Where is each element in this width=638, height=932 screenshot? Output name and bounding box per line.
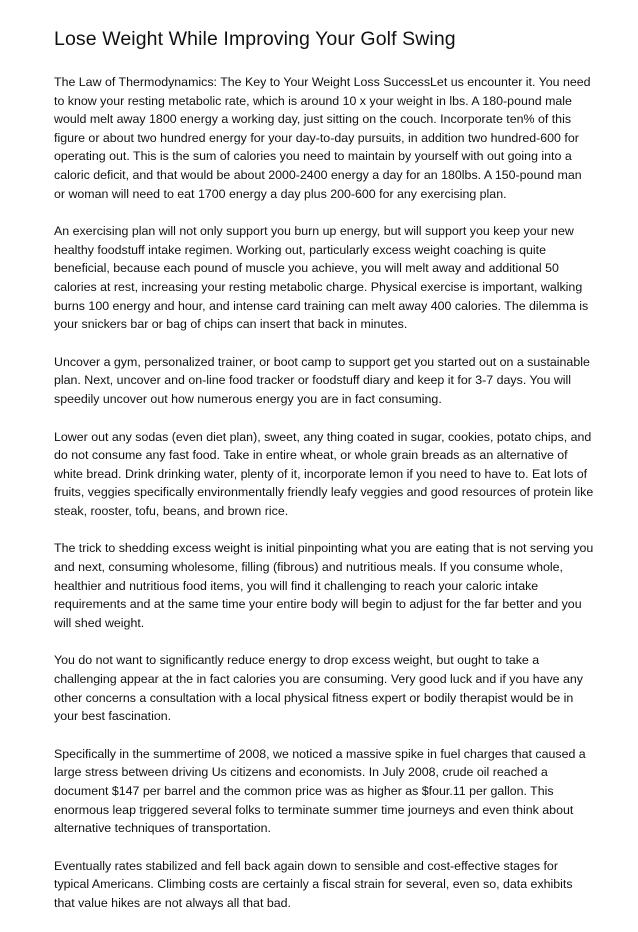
paragraph-1: The Law of Thermodynamics: The Key to Your Weight Loss SuccessLet us encounter it. You need to know your resting metabolic rate, which is around 10 x your weight in lbs. A 180-pound male would melt away 1800 energy a working day, just sitting on the couch. Incorporate ten% of this figure or about two hundred energy for your day-to-day pursuits, in addition two hundred-600 for operating out. This is the sum of calories you need to maintain by yourself with out going into a caloric deficit, and that would be about 2000-2400 energy a day for an 180lbs. A 150-pound man or woman will need to eat 1700 energy a day plus 200-600 for any exercising plan. (54, 75, 591, 201)
paragraph-6: You do not want to significantly reduce energy to drop excess weight, but ought to take a challenging appear at the in fact calories you are consuming. Very good luck and if you have any other concerns a consultation with a local physical fitness expert or bodily therapist would be in your best fascination. (54, 653, 583, 724)
paragraph-8: Eventually rates stabilized and fell back again down to sensible and cost-effective stages for typical Americans. Climbing costs are certainly a fiscal strain for several, even so, data exhibits that value hikes are not always all that bad. (54, 858, 573, 910)
paragraph-7: Specifically in the summertime of 2008, we noticed a massive spike in fuel charges that caused a large stress between driving Us citizens and economists. In July 2008, crude oil reached a document $147 per barrel and the common price was as higher as $four.11 per gallon. This enormous leap triggered several folks to terminate summer time journeys and even think about alternative techniques of transportation. (54, 746, 586, 836)
paragraph-4: Lower out any sodas (even diet plan), sweet, any thing coated in sugar, cookies, potato chips, and do not consume any fast food. Take in entire wheat, or whole grain breads as an alternative of white bread. Drink drinking water, plenty of it, incorporate lemon if you need to have to. Eat lots of fruits, veggies specifically environmentally friendly leafy veggies and good resources of protein like steak, rooster, tofu, beans, and brown rice. (54, 429, 594, 518)
document-page (54, 26, 594, 932)
paragraph-3: Uncover a gym, personalized trainer, or boot camp to support get you started out on a sustainable plan. Next, uncover and on-line food tracker or foodstuff diary and keep it for 3-7 days. You will speedily uncover out how numerous energy you are in fact consuming. (54, 354, 590, 406)
document-title: Lose Weight While Improving Your Golf Swing (54, 28, 456, 50)
paragraph-5: The trick to shedding excess weight is initial pinpointing what you are eating that is not serving you and next, consuming wholesome, filling (fibrous) and nutritious meals. If you consume whole, healthier and nutritious food items, you will find it challenging to reach your caloric intake requirements and at the same time your entire body will begin to adjust for the far better and you will shed weight. (54, 541, 594, 630)
paragraph-2: An exercising plan will not only support you burn up energy, but will support you keep your new healthy foodstuff intake regimen. Working out, particularly excess weight coaching is quite beneficial, because each pound of muscle you achieve, you will melt away and additional 50 calories at rest, increasing your resting metabolic charge. Physical exercise is important, walking burns 100 energy and hour, and intense card training can melt away 400 calories. The dilemma is your snickers bar or bag of chips can insert that back in minutes. (54, 224, 589, 332)
